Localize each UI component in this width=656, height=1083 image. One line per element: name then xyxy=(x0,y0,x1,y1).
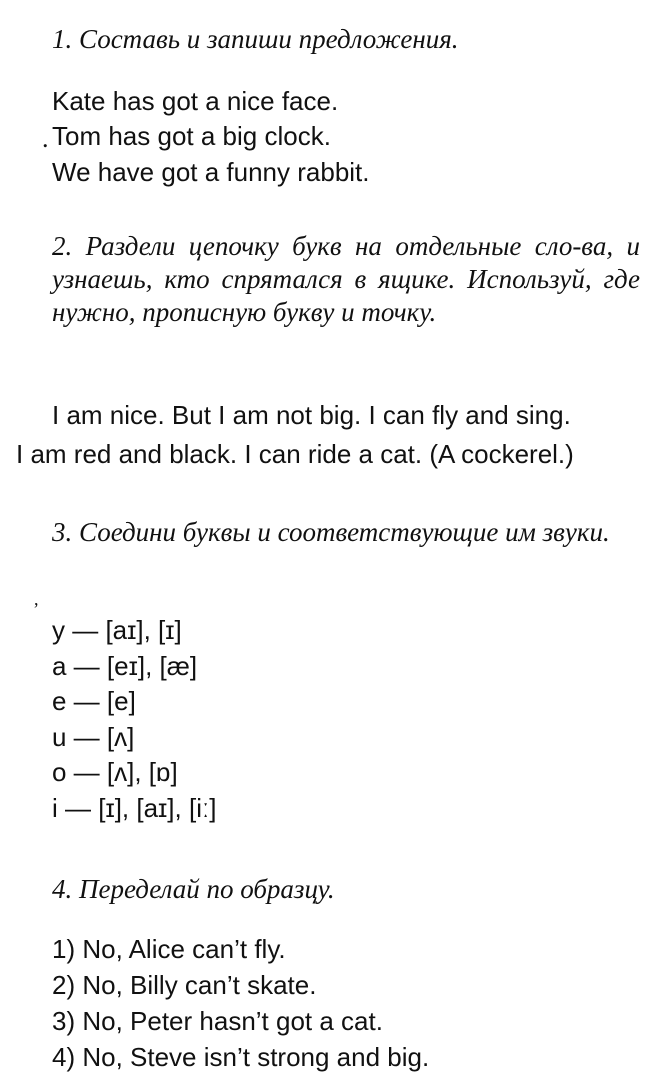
task-1-sentence: We have got a funny rabbit. xyxy=(52,157,370,187)
letter-sound-pair: a — [eɪ], [æ] xyxy=(52,650,198,681)
letter-sound-list xyxy=(52,613,216,826)
letter-sound-pair: e — [e] xyxy=(52,686,136,716)
task-2-heading: 2. Раздели цепочку букв на отдельные сло-ва, и узнаешь, кто спрятался в ящике. Используй, где нужно, прописную букву и точку. xyxy=(52,231,640,327)
task-1-sentence: Tom has got a big clock. xyxy=(52,121,331,151)
task-1-heading: 1. Составь и запиши предложения. xyxy=(52,24,459,54)
rewrite-answer: 2) No, Billy can’t skate. xyxy=(52,970,317,1000)
stray-mark: , xyxy=(34,589,39,609)
task-2-answer-line: I am red and black. I can ride a cat. (A cockerel.) xyxy=(16,439,574,469)
letter-sound-pair: y — [aɪ], [ɪ] xyxy=(52,615,182,645)
rewrite-answers-list xyxy=(52,931,429,1075)
task-1-sentence: Kate has got a nice face. xyxy=(52,86,339,116)
letter-sound-pair: o — [ʌ], [ɒ] xyxy=(52,757,178,787)
rewrite-answer: 3) No, Peter hasn’t got a cat. xyxy=(52,1006,383,1036)
letter-sound-pair: i — [ɪ], [aɪ], [iː] xyxy=(52,792,217,823)
rewrite-answer: 1) No, Alice can’t fly. xyxy=(52,934,286,964)
task-3-heading: 3. Соедини буквы и соответствующие им звуки. xyxy=(52,517,610,547)
task-2-answer-line: I am nice. But I am not big. I can fly and sing. xyxy=(52,400,571,430)
stray-dot: . xyxy=(42,124,49,153)
letter-sound-pair: u — [ʌ] xyxy=(52,721,135,752)
rewrite-answer: 4) No, Steve isn’t strong and big. xyxy=(52,1042,430,1072)
task-4-heading: 4. Переделай по образцу. xyxy=(52,874,335,904)
